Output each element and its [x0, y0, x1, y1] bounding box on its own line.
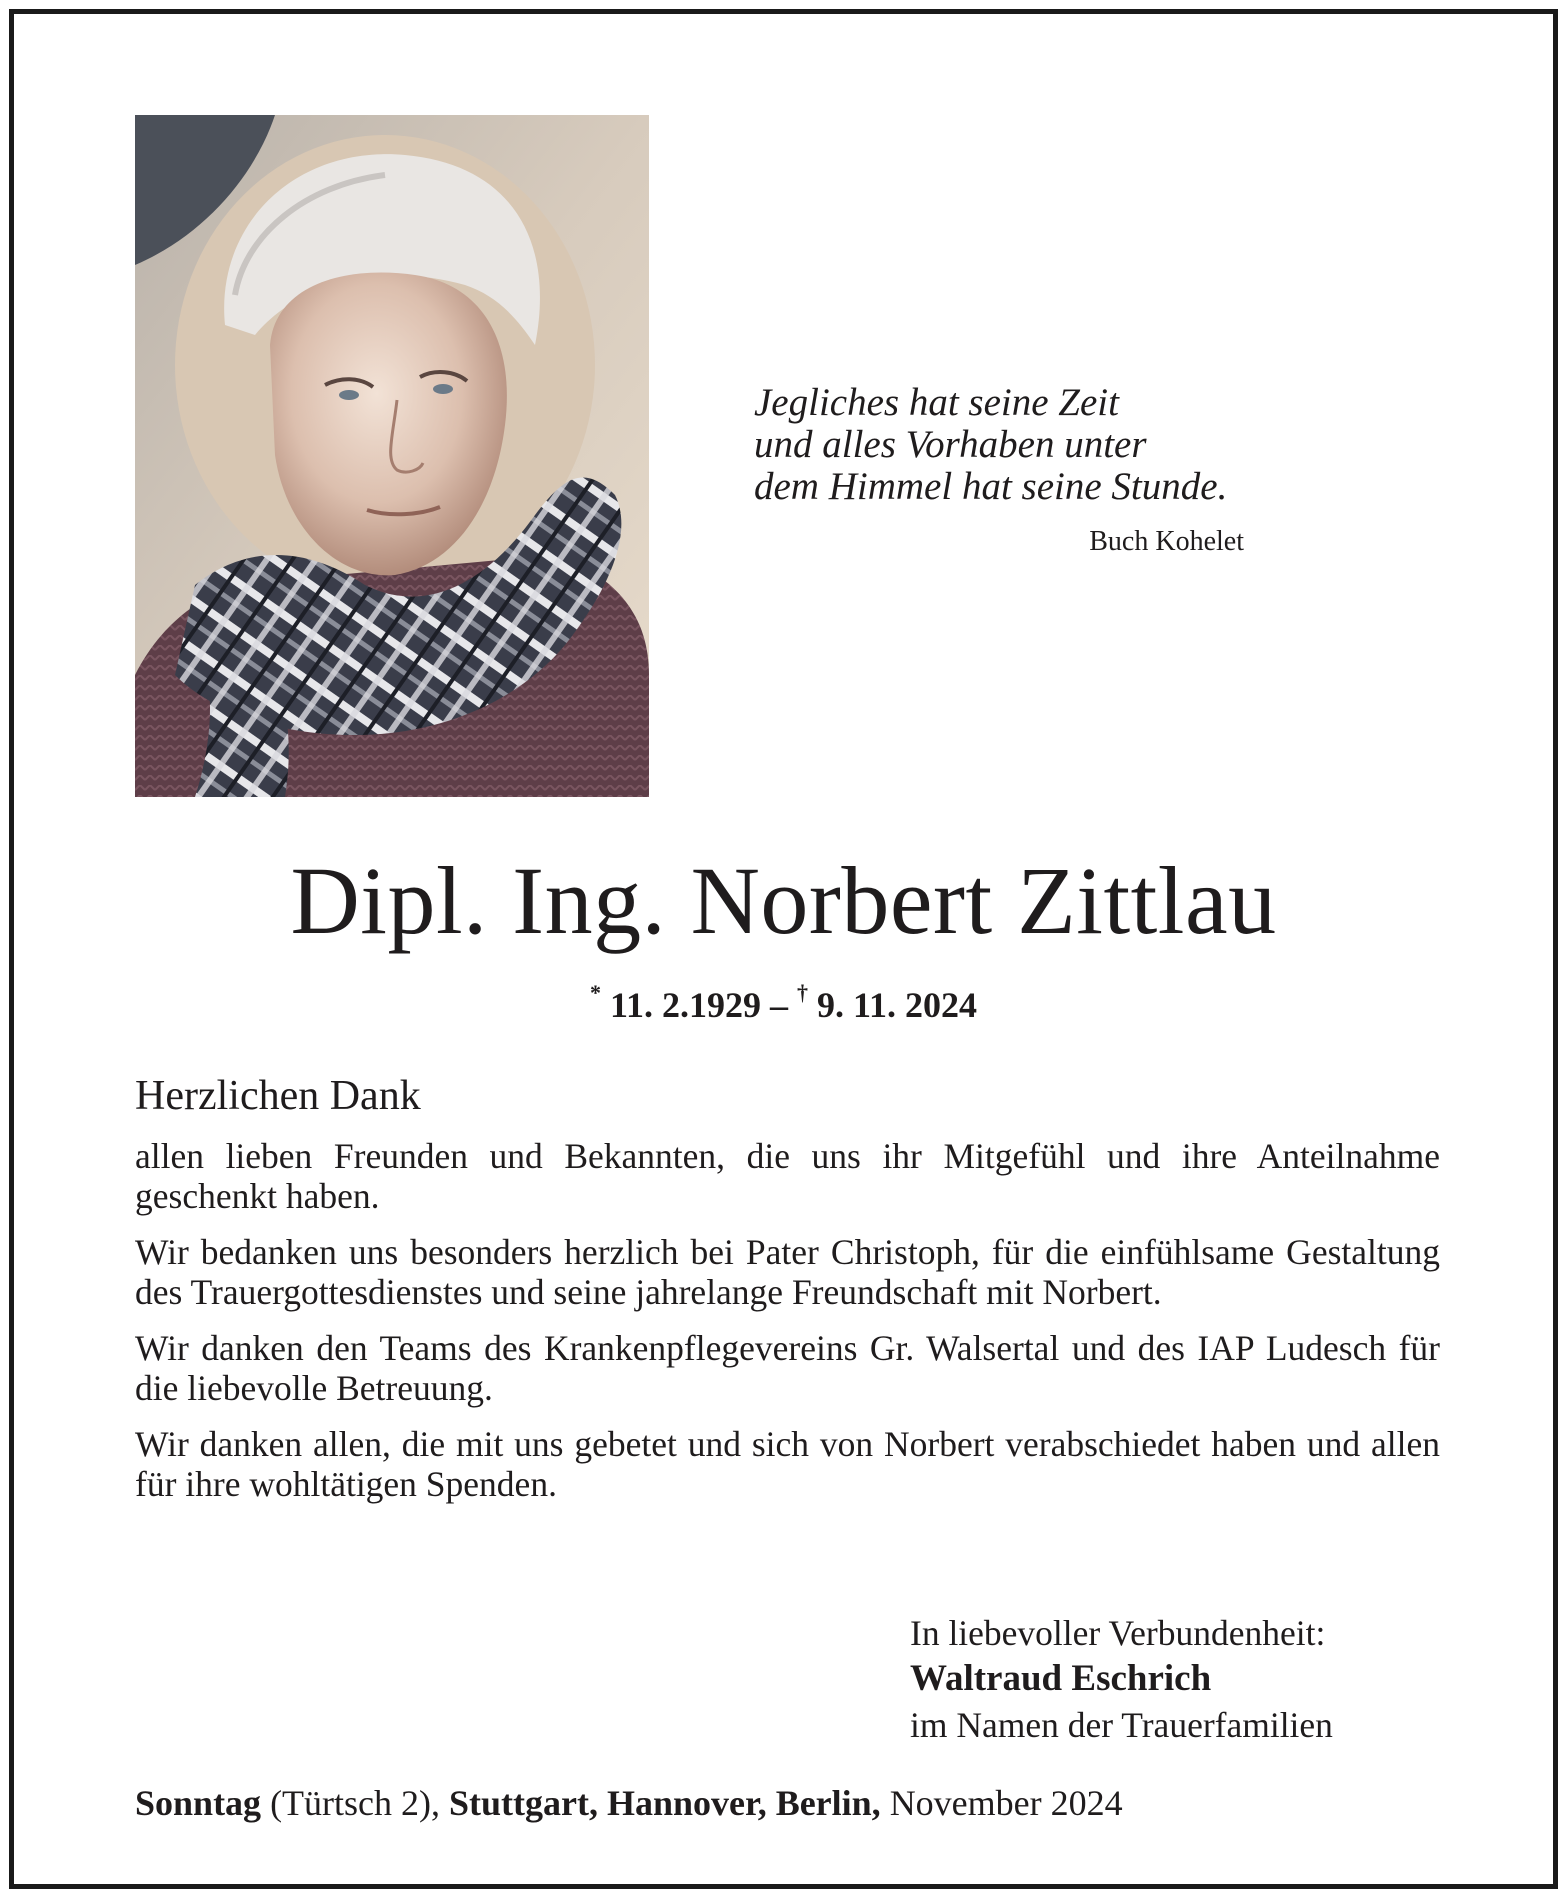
thanks-paragraph: Wir danken allen, die mit uns gebetet und sich von Norbert verabschiedet haben und allen für ihre wohltätigen Spenden. — [135, 1424, 1440, 1504]
death-symbol: † — [797, 980, 808, 1005]
thanks-paragraph: Wir danken den Teams des Krankenpflegevereins Gr. Walsertal und des IAP Ludesch für die liebevolle Betreuung. — [135, 1328, 1440, 1408]
quote-line: Jegliches hat seine Zeit — [754, 381, 1119, 424]
death-date: 9. 11. 2024 — [817, 985, 978, 1025]
portrait-photo — [135, 115, 649, 797]
footer-places-date — [135, 1782, 1455, 1824]
quote-source: Buch Kohelet — [1089, 526, 1244, 557]
footer-place-sonntag: Sonntag — [135, 1783, 262, 1823]
signature-closing: In liebevoller Verbundenheit: — [910, 1613, 1326, 1653]
signature-name: Waltraud Eschrich — [910, 1658, 1212, 1699]
quote — [754, 382, 1354, 508]
date-dash: – — [770, 985, 788, 1025]
signature-block — [910, 1610, 1430, 1748]
notice-frame — [9, 9, 1558, 1889]
thanks-heading: Herzlichen Dank — [135, 1073, 421, 1119]
birth-date: 11. 2.1929 — [609, 985, 761, 1025]
footer-place-detail: (Türtsch 2), — [270, 1783, 441, 1823]
thanks-paragraph: Wir bedanken uns besonders herzlich bei Pater Christoph, für die einfühlsame Gestaltung des Trauergottesdienstes und seine jahrelange Freundschaft mit Norbert. — [135, 1232, 1440, 1312]
thanks-paragraph: allen lieben Freunden und Bekannten, die uns ihr Mitgefühl und ihre Anteilnahme geschenkt haben. — [135, 1136, 1440, 1216]
quote-line: und alles Vorhaben unter — [754, 423, 1147, 466]
birth-symbol: * — [589, 980, 601, 1005]
signature-note: im Namen der Trauerfamilien — [910, 1705, 1333, 1745]
quote-line: dem Himmel hat seine Stunde. — [754, 465, 1228, 508]
life-dates — [14, 980, 1553, 1026]
footer-date: November 2024 — [889, 1783, 1123, 1823]
footer-places-bold: Stuttgart, Hannover, Berlin, — [449, 1783, 881, 1823]
thanks-body — [135, 1136, 1440, 1520]
deceased-name: Dipl. Ing. Norbert Zittlau — [290, 847, 1277, 954]
